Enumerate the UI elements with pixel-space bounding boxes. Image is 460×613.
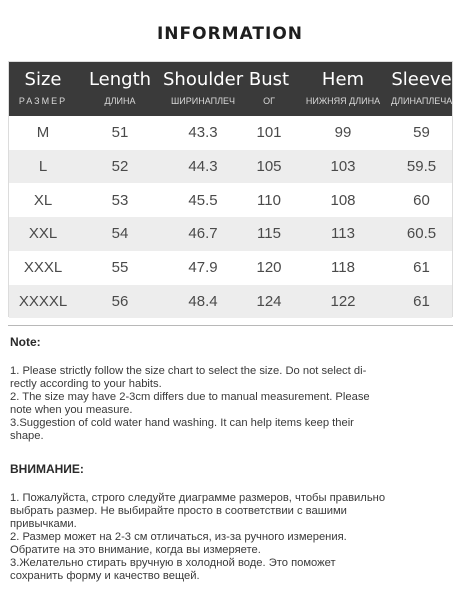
- note-line: выбрать размер. Не выбирайте просто в соответствии с вашими: [10, 505, 347, 517]
- note-line: 3.Желательно стирать вручную в холодной воде. Это поможет: [10, 557, 336, 569]
- cell-shoulder: 48.4: [188, 292, 218, 310]
- note-english: [10, 365, 450, 443]
- table-row: [9, 116, 452, 150]
- cell-size: XXXXL: [18, 292, 68, 310]
- cell-bust: 110: [257, 191, 281, 209]
- cell-bust: 120: [256, 259, 282, 277]
- cell-shoulder: 43.3: [188, 124, 218, 142]
- note-line: 1. Please strictly follow the size chart to select the size. Do not select di-: [10, 365, 367, 377]
- cell-sleeve: 59: [413, 124, 430, 142]
- header-shoulder: [163, 62, 243, 116]
- header-sleeve: [391, 62, 452, 116]
- note-line: Обратите на это внимание, когда вы измеряете.: [10, 544, 261, 556]
- note-heading: ВНИМАНИЕ:: [10, 462, 84, 476]
- cell-length: 53: [111, 191, 129, 209]
- cell-sleeve: 61: [413, 259, 430, 277]
- cell-size: XXXL: [23, 259, 63, 277]
- header-hem: [295, 62, 391, 116]
- cell-hem: 99: [334, 124, 352, 142]
- cell-shoulder: 46.7: [188, 225, 218, 243]
- header-sublabel: ДЛИНАПЛЕЧА: [391, 96, 453, 106]
- cell-length: 51: [111, 124, 129, 142]
- note-line: shape.: [10, 430, 44, 442]
- note-line: сохранить форму и качество вещей.: [10, 570, 200, 582]
- note-english-heading-block: [10, 336, 450, 349]
- cell-hem: 113: [331, 225, 355, 243]
- cell-length: 56: [111, 292, 129, 310]
- note-heading: Note:: [10, 335, 41, 349]
- divider: [8, 325, 453, 326]
- header-label: Hem: [321, 69, 365, 90]
- cell-hem: 122: [330, 292, 356, 310]
- header-sublabel: НИЖНЯЯ ДЛИНА: [305, 96, 381, 106]
- note-russian: [10, 492, 450, 583]
- cell-hem: 108: [330, 191, 356, 209]
- note-russian-heading-block: [10, 463, 450, 476]
- header-label: Length: [88, 69, 152, 90]
- header-sublabel: ДЛИНА: [104, 96, 136, 106]
- table-row: [9, 183, 452, 217]
- cell-size: XL: [33, 191, 53, 209]
- cell-length: 54: [111, 225, 129, 243]
- cell-bust: 115: [257, 225, 281, 243]
- cell-bust: 105: [256, 158, 282, 176]
- header-bust: [243, 62, 295, 116]
- cell-hem: 103: [330, 158, 356, 176]
- cell-bust: 101: [256, 124, 282, 142]
- table-row: [9, 285, 452, 319]
- cell-length: 52: [111, 158, 129, 176]
- cell-sleeve: 60: [413, 191, 430, 209]
- cell-sleeve: 59.5: [406, 158, 437, 176]
- note-line: привычками.: [10, 518, 77, 530]
- note-line: 1. Пожалуйста, строго следуйте диаграмме размеров, чтобы правильно: [10, 492, 386, 504]
- table-row: [9, 150, 452, 184]
- header-sublabel: ОГ: [263, 96, 275, 106]
- header-label: Sleeve: [391, 69, 452, 90]
- cell-shoulder: 47.9: [188, 259, 218, 277]
- size-chart-table: [8, 61, 453, 317]
- cell-sleeve: 61: [413, 292, 430, 310]
- cell-sleeve: 60.5: [406, 225, 437, 243]
- header-length: [77, 62, 163, 116]
- note-line: rectly according to your habits.: [10, 378, 162, 390]
- note-line: 3.Suggestion of cold water hand washing. It can help items keep their: [10, 417, 354, 429]
- table-header: [9, 62, 452, 116]
- table-row: [9, 217, 452, 251]
- note-line: 2. Размер может на 2-3 см отличаться, из-за ручного измерения.: [10, 531, 347, 543]
- page-title: INFORMATION: [156, 24, 304, 44]
- cell-size: L: [38, 158, 48, 176]
- cell-hem: 118: [331, 259, 355, 277]
- header-size: [9, 62, 77, 116]
- cell-size: M: [36, 124, 50, 142]
- header-sublabel: РАЗМЕР: [18, 96, 68, 106]
- header-sublabel: ШИРИНАПЛЕЧ: [171, 96, 235, 106]
- cell-size: XXL: [28, 225, 58, 243]
- cell-bust: 124: [256, 292, 282, 310]
- header-label: Bust: [248, 69, 290, 90]
- cell-length: 55: [111, 259, 129, 277]
- note-line: 2. The size may have 2-3cm differs due to manual measurement. Please: [10, 391, 370, 403]
- cell-shoulder: 44.3: [188, 158, 218, 176]
- header-label: Size: [24, 69, 62, 90]
- cell-shoulder: 45.5: [188, 191, 218, 209]
- note-line: note when you measure.: [10, 404, 133, 416]
- table-row: [9, 251, 452, 285]
- header-label: Shoulder: [163, 69, 244, 90]
